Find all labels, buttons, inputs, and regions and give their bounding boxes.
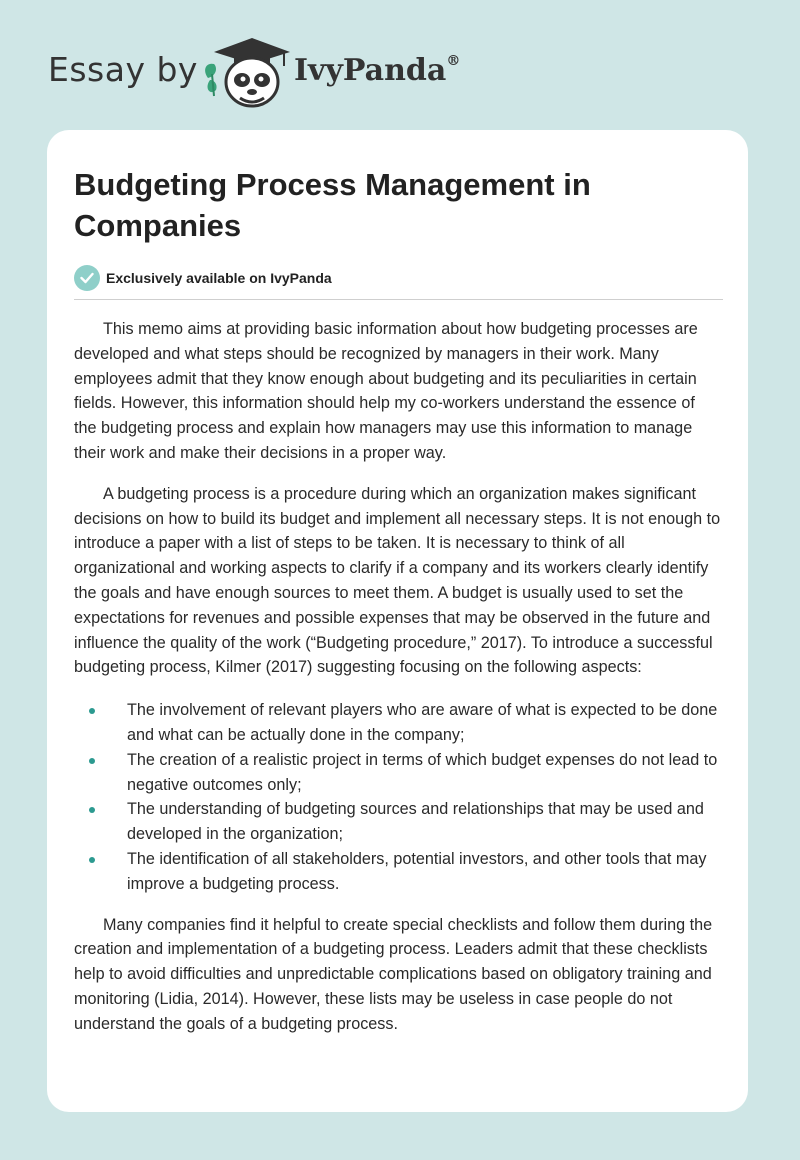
exclusive-badge-text: Exclusively available on IvyPanda: [106, 270, 332, 286]
essay-by-label: Essay by: [48, 50, 198, 89]
aspects-list: [74, 698, 721, 896]
list-item: [74, 797, 721, 847]
site-header: [0, 0, 800, 128]
paragraph: A budgeting process is a procedure during which an organization makes significant decisions on how to build its budget and implement all necessary steps. It is not enough to introduce a paper with a list of steps to be taken. It is necessary to think of all organizational and working aspects to clarify if a company and its workers clearly identify the goals and have enough sources to meet them. A budget is usually used to set the expectations for revenues and possible expenses that may be observed in the future and influence the quality of the work (“Budgeting procedure,” 2017). To introduce a successful budgeting process, Kilmer (2017) suggesting focusing on the following aspects:: [74, 484, 721, 677]
page-title: Budgeting Process Management in Companies: [74, 167, 591, 243]
essay-body: [74, 317, 721, 1037]
bullet-icon: [89, 807, 95, 813]
bullet-icon: [89, 758, 95, 764]
bullet-icon: [89, 857, 95, 863]
paragraph: This memo aims at providing basic information about how budgeting processes are developed and what steps should be recognized by managers in their work. Many employees admit that they know enough about budgeting and its peculiarities in certain fields. However, this information should help my co-workers understand the essence of the budgeting process and explain how managers may use this information to manage their work and make their decisions in a proper way.: [74, 320, 698, 462]
brand-name[interactable]: [294, 53, 460, 88]
paragraph: Many companies find it helpful to create special checklists and follow them during the creation and implementation of a budgeting process. Leaders admit that these checklists help to avoid difficulties and unpredictable complications based on obligatory training and monitoring (Lidia, 2014). However, these lists may be useless in case people do not understand the goals of a budgeting process.: [74, 915, 713, 1033]
check-icon: [74, 265, 100, 291]
list-item-text: The understanding of budgeting sources and relationships that may be used and developed in the organization;: [127, 800, 704, 844]
registered-mark: ®: [446, 53, 461, 69]
list-item-text: The creation of a realistic project in terms of which budget expenses do not lead to negative outcomes only;: [127, 750, 718, 794]
list-item: [74, 847, 721, 897]
divider: [74, 299, 723, 300]
list-item: [74, 698, 721, 748]
list-item-text: The involvement of relevant players who are aware of what is expected to be done and what can be actually done in the company;: [127, 701, 718, 744]
panda-logo-icon: [200, 34, 292, 110]
list-item-text: The identification of all stakeholders, potential investors, and other tools that may improve a budgeting process.: [127, 849, 707, 893]
brand-text: IvyPanda: [294, 53, 447, 88]
essay-card: [47, 130, 748, 1112]
exclusive-badge: [74, 264, 721, 292]
bullet-icon: [89, 708, 95, 714]
list-item: [74, 748, 721, 798]
